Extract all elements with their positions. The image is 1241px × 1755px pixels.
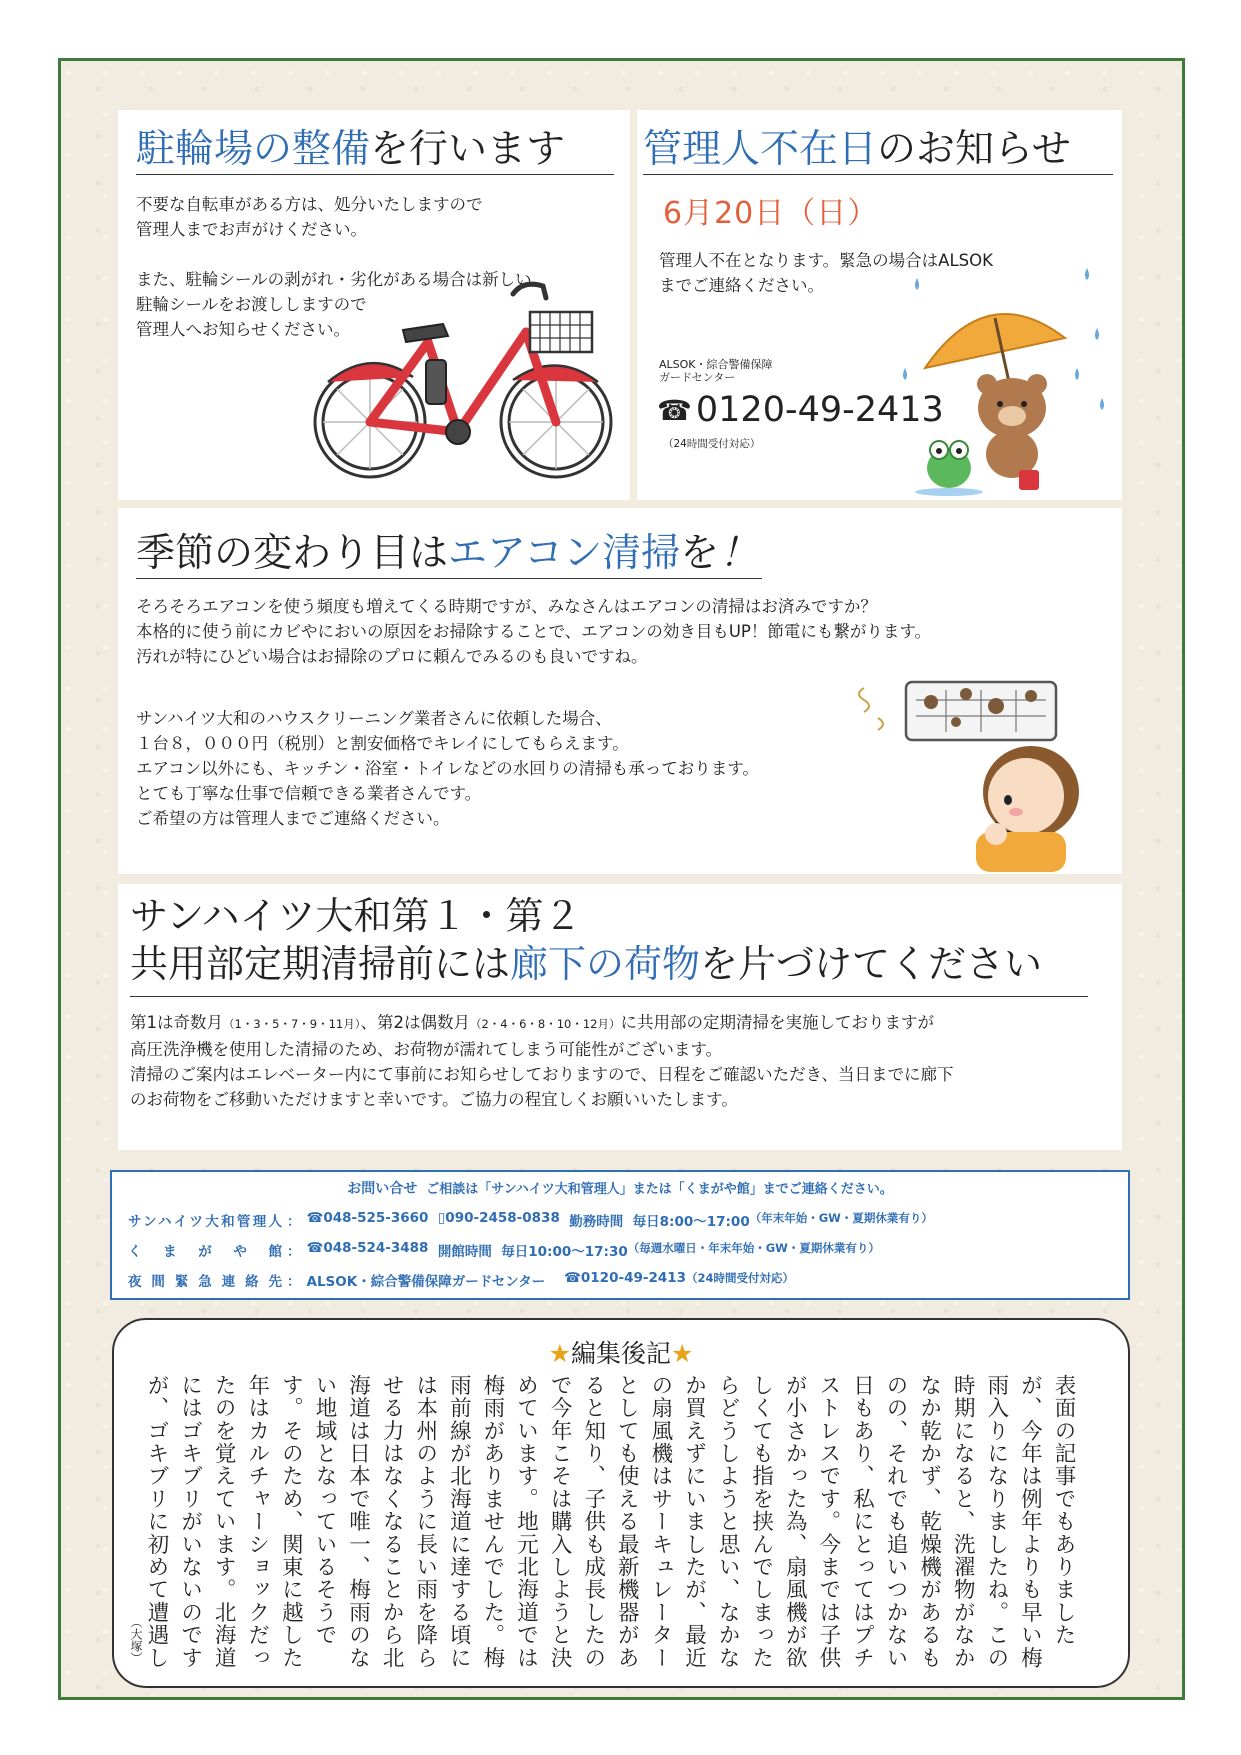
divider <box>130 996 1088 997</box>
telephone-icon: ☎ <box>657 393 692 427</box>
contact-row-manager: サンハイツ大和管理人 ： ☎048-525-3660 ▯090-2458-0838 勤務時間 毎日8:00～17:00 （年末年始・GW・夏期休業有り） <box>128 1210 933 1230</box>
contact-info-box <box>110 1170 1130 1300</box>
hallway-items-notice <box>118 884 1122 1150</box>
alsok-name: ALSOK・綜合警備保障 ガードセンター <box>659 358 773 384</box>
contact-row-night-emergency: 夜間緊急連絡先 ： ALSOK・綜合警備保障ガードセンター ☎0120-49-2413 （24時間受付対応） <box>128 1270 795 1290</box>
absence-date: 6月20日（日） <box>663 196 879 231</box>
divider <box>136 174 614 175</box>
alsok-contact-phone[interactable]: ☎0120-49-2413 <box>564 1270 687 1286</box>
star-icon: ★ <box>548 1339 571 1368</box>
alsok-phone: ☎ 0120-49-2413 <box>657 390 944 430</box>
manager-absence-notice <box>637 110 1122 500</box>
aircon-body-intro: そろそろエアコンを使う頻度も増えてくる時期ですが、みなさんはエアコンの清掃はお済みですか？ 本格的に使う前にカビやにおいの原因をお掃除することで、エアコンの効き目もUP！節電にも繋がります。 汚れが特にひどい場合はお掃除のプロに頼んでみるのも良いですね。 <box>136 597 932 666</box>
bike-parking-notice <box>118 110 630 500</box>
divider <box>643 174 1113 175</box>
contact-heading: お問い合せ ご相談は「サンハイツ大和管理人」または「くまがや館」までご連絡ください。 <box>347 1181 893 1197</box>
editorial-body: 表面の記事でもありましたが、今年は例年よりも早い梅雨入りになりましたね。この時期になると、洗濯物がなかなか乾かず、乾燥機があるものの、それでも追いつかない日もあり、私にとってはプチストレスです。今までは子供が小さかった為、扇風機が欲しくても指を挟んでしまったらどうしようと思い、なかなか買えずにいましたが、最近の扇風機はサーキュレーターとしても使える最新機器があると知り、子供も成長したので今年こそは購入しようと決めています。地元北海道では梅雨がありませんでした。梅雨前線が北海道に達する頃には本州のように長い雨を降らせる力はなくなることから北海道は日本で唯一、梅雨のない地域となっているそうです。そのため、関東に越した年はカルチャーショックだったのを覚えています。北海道にはゴキブリがいないのですが、ゴキブリに初めて遭遇し <box>143 1374 1076 1670</box>
editorial-signature: （大塚） <box>129 1616 143 1664</box>
alsok-hours: （24時間受付対応） <box>663 438 761 450</box>
bear-umbrella-illustration <box>887 258 1117 498</box>
editorial-postscript <box>112 1318 1130 1688</box>
divider <box>136 578 762 579</box>
kumagayakan-phone[interactable]: ☎048-524-3488 <box>306 1240 429 1256</box>
bicycle-illustration <box>308 272 618 492</box>
bike-notice-body: 不要な自転車がある方は、処分いたしますので 管理人までお声がけください。 また、駐輪シールの剥がれ・劣化がある場合は新しい 駐輪シールをお渡ししますので 管理人へお知らせください。 <box>136 195 532 339</box>
contact-row-kumagayakan: くまがや館 ： ☎048-524-3488 開館時間 毎日10:00～17:30 （毎週水曜日・年末年始・GW・夏期休業有り） <box>128 1240 880 1260</box>
absence-notice-title: 管理人不在日のお知らせ <box>643 127 1071 172</box>
hallway-notice-title: サンハイツ大和第１・第２ 共用部定期清掃前には廊下の荷物を片づけてください <box>130 894 1043 986</box>
bike-notice-title: 駐輪場の整備を行います <box>136 127 566 172</box>
star-icon: ★ <box>671 1339 694 1368</box>
hallway-notice-body: 第1は奇数月（1・3・5・7・9・11月）、第2は偶数月（2・4・6・8・10・12月）に共用部の定期清掃を実施しておりますが 高圧洗浄機を使用した清掃のため、お荷物が濡れてしまう可能性がございます。 清掃のご案内はエレベーター内にて事前にお知らせしておりますので、日程をご確認いただき、当日までに廊下 のお荷物をご移動いただけますと幸いです。ご協力の程宜しくお願いいたします。 <box>130 1013 954 1109</box>
aircon-body-offer: サンハイツ大和のハウスクリーニング業者さんに依頼した場合、 １台８，０００円（税別）と割安価格でキレイにしてもらえます。 エアコン以外にも、キッチン・浴室・トイレなどの水回りの清掃も承っております。 とても丁寧な仕事で信頼できる業者さんです。 ご希望の方は管理人までご連絡ください。 <box>136 709 759 828</box>
aircon-cleaning-notice <box>118 508 1122 874</box>
aircon-girl-illustration <box>856 672 1096 872</box>
aircon-notice-title: 季節の変わり目はエアコン清掃を！ <box>136 531 759 576</box>
manager-phone[interactable]: ☎048-525-3660 <box>306 1210 429 1226</box>
editorial-title: ★編集後記★ <box>548 1339 694 1368</box>
manager-mobile[interactable]: ▯090-2458-0838 <box>437 1210 560 1226</box>
absence-body: 管理人不在となります。緊急の場合はALSOK までご連絡ください。 <box>659 251 993 295</box>
